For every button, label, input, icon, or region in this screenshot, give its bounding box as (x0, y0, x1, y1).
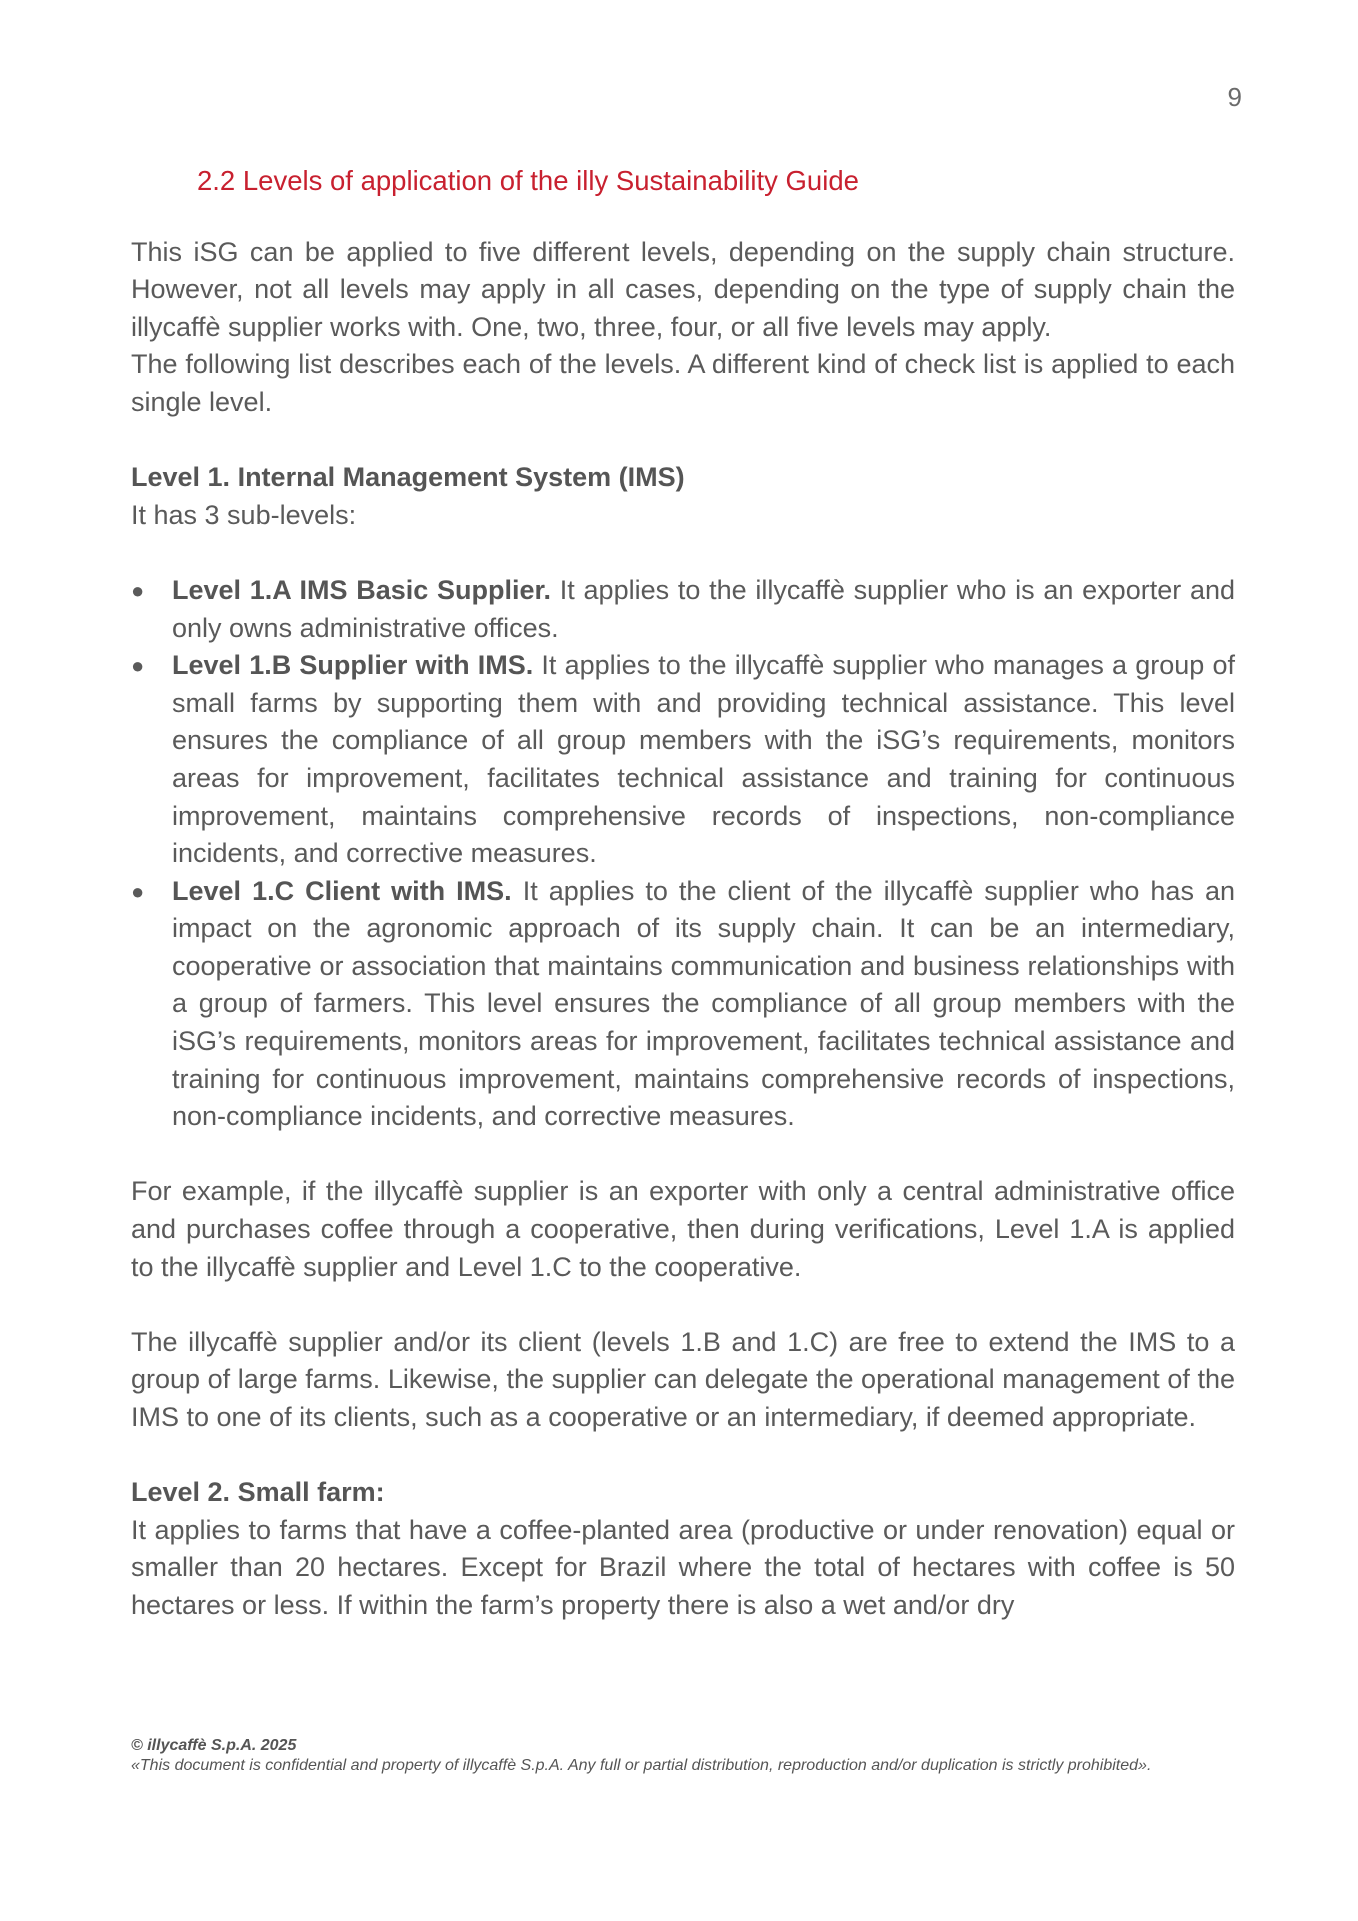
list-item (131, 572, 1235, 647)
intro-paragraph-1: This iSG can be applied to five different levels, depending on the supply chain structure. However, not all levels may apply in all cases, depending on the type of supply chain the illycaffè supplier works with. One, two, three, four, or all five levels may apply. (131, 236, 1235, 342)
list-item-text: It applies to the client of the illycaffè supplier who has an impact on the agronomic approach of its supply chain. It can be an intermediary, cooperative or association that maintains communication and business relationships with a group of farmers. This level ensures the compliance of all group members with the iSG’s requirements, monitors areas for improvement, facilitates technical assistance and training for continuous improvement, maintains comprehensive records of inspections, non-compliance incidents, and corrective measures. (172, 875, 1236, 1132)
bullet-icon: ● (131, 577, 145, 603)
level-2-heading: Level 2. Small farm: (131, 1477, 385, 1508)
spacer (131, 1286, 1235, 1324)
spacer (131, 1136, 1235, 1174)
bullet-icon: ● (131, 878, 145, 904)
intro-paragraph-2: The following list describes each of the levels. A different kind of check list is applied to each single level. (131, 349, 1235, 417)
level-1-subtitle: It has 3 sub-levels: (131, 499, 357, 530)
spacer (131, 534, 1235, 572)
page-content (131, 162, 1235, 1625)
list-item-title: Level 1.B Supplier with IMS. (172, 650, 534, 681)
list-item-title: Level 1.A IMS Basic Supplier. (172, 574, 552, 605)
ims-extension-paragraph: The illycaffè supplier and/or its client (levels 1.B and 1.C) are free to extend the IMS to a group of large farms. Likewise, the supplier can delegate the operational management of the IMS to one of its clients, such as a cooperative or an intermediary, if deemed appropriate. (131, 1326, 1235, 1432)
footer (131, 1736, 1235, 1775)
page-number: 9 (1227, 82, 1242, 112)
bullet-icon: ● (131, 653, 145, 679)
example-paragraph: For example, if the illycaffè supplier is an exporter with only a central administrative office and purchases coffee through a cooperative, then during verifications, Level 1.A is applied to the illycaffè supplier and Level 1.C to the cooperative. (131, 1176, 1235, 1282)
level-2-paragraph: It applies to farms that have a coffee-planted area (productive or under renovation) equal or smaller than 20 hectares. Except for Brazil where the total of hectares with coffee is 50 hectares or less. If within the farm’s property there is also a wet and/or dry (131, 1514, 1235, 1620)
footer-confidentiality-notice: «This document is confidential and property of illycaffè S.p.A. Any full or partial distribution, reproduction and/or duplication is strictly prohibited». (131, 1756, 1152, 1774)
list-item-text: It applies to the illycaffè supplier who is an exporter and only owns administrative offices. (172, 574, 1235, 643)
list-item-title: Level 1.C Client with IMS. (172, 875, 512, 906)
spacer (131, 1437, 1235, 1475)
level-1-heading: Level 1. Internal Management System (IMS) (131, 462, 685, 493)
spacer (131, 422, 1235, 460)
level-1-sublevel-list (131, 572, 1235, 1136)
list-item-text: It applies to the illycaffè supplier who manages a group of small farms by supporting them with and providing technical assistance. This level ensures the compliance of all group members with the iSG’s requirements, monitors areas for improvement, facilitates technical assistance and training for continuous improvement, maintains comprehensive records of inspections, non-compliance incidents, and corrective measures. (172, 650, 1235, 869)
list-item (131, 873, 1235, 1136)
section-heading: 2.2 Levels of application of the illy Sustainability Guide (197, 165, 859, 196)
footer-copyright: © illycaffè S.p.A. 2025 (131, 1737, 297, 1754)
list-item (131, 647, 1235, 873)
